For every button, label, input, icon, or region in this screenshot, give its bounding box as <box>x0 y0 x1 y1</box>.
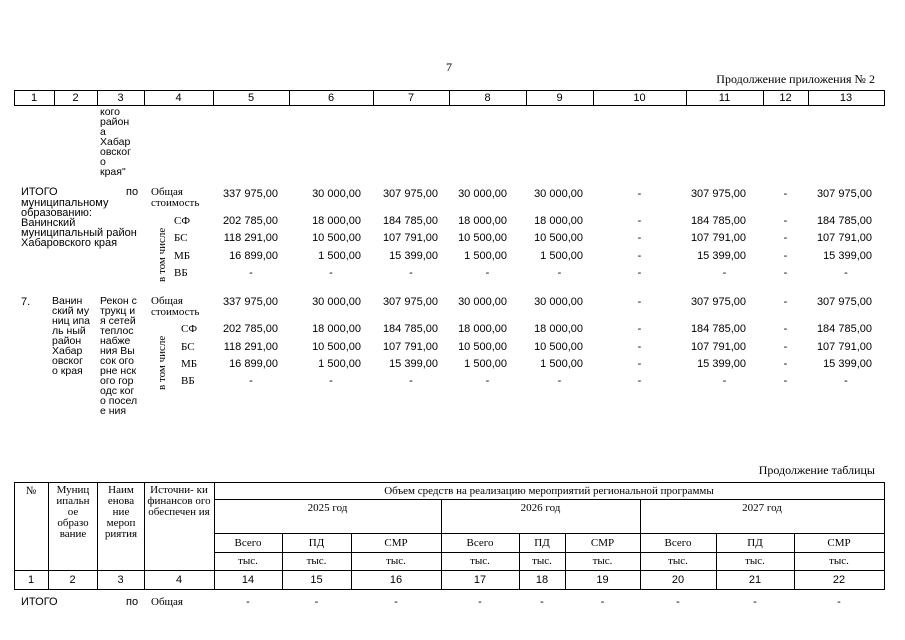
cell: - <box>844 375 848 387</box>
col-num-7: 7 <box>407 92 415 104</box>
cell: 30 000,00 <box>312 296 361 308</box>
col-num: 1 <box>27 574 35 586</box>
source-bs: БС <box>174 232 188 244</box>
col-num-5: 5 <box>247 92 255 104</box>
cell: 307 975,00 <box>816 296 872 308</box>
cell: - <box>722 375 727 387</box>
cell: 30 000,00 <box>534 296 583 308</box>
source-bs: БС <box>181 341 195 353</box>
col-num: 2 <box>69 574 76 586</box>
cell: - <box>637 323 642 335</box>
unit: тыс. <box>306 555 327 567</box>
cell: - <box>249 267 253 279</box>
cell: - <box>637 341 642 353</box>
row-number: 7. <box>21 296 31 308</box>
col-num-10: 10 <box>633 92 646 104</box>
unit: тыс. <box>470 555 490 567</box>
sub-header: ПД <box>308 537 325 549</box>
cell: 107 791,00 <box>690 232 746 244</box>
cell: 15 399,00 <box>823 250 872 262</box>
cell: 18 000,00 <box>312 323 361 335</box>
cell: 1 500,00 <box>540 358 583 370</box>
cell: 18 000,00 <box>534 323 583 335</box>
continued-event-text: кого район а Хабар овског о края" <box>100 106 131 178</box>
sub-header: СМР <box>384 537 408 549</box>
source-total-label: Общая <box>151 596 183 608</box>
cell: 307 975,00 <box>690 296 746 308</box>
cell: - <box>783 341 788 353</box>
cell: 184 785,00 <box>382 323 438 335</box>
col-num: 19 <box>596 574 609 586</box>
cell: 118 291,00 <box>223 232 278 244</box>
col-num-6: 6 <box>327 92 335 104</box>
cell: 337 975,00 <box>222 188 278 200</box>
cell: 202 785,00 <box>222 323 278 335</box>
col-num: 20 <box>671 574 685 586</box>
col-num-4: 4 <box>175 92 182 104</box>
cell: 307 975,00 <box>816 188 872 200</box>
col-num: 4 <box>175 574 183 586</box>
cell: 10 500,00 <box>534 232 583 244</box>
cell: 10 500,00 <box>312 341 361 353</box>
cell: 118 291,00 <box>223 341 278 353</box>
source-sf: СФ <box>174 215 191 227</box>
cell: 10 500,00 <box>534 341 583 353</box>
col-num-12: 12 <box>779 92 792 104</box>
unit: тыс. <box>532 555 552 567</box>
col-num: 21 <box>748 574 762 586</box>
cell: 18 000,00 <box>458 215 507 227</box>
sub-header: СМР <box>590 537 615 549</box>
cell: - <box>557 267 562 279</box>
cell: - <box>600 596 605 608</box>
col-num-3: 3 <box>117 92 124 104</box>
source-mb: МБ <box>174 250 191 262</box>
cell: - <box>844 267 848 279</box>
sub-header: Всего <box>664 537 692 549</box>
cell: - <box>637 375 642 387</box>
col-num: 18 <box>535 574 549 586</box>
sub-header: Всего <box>234 537 262 549</box>
cell: - <box>409 375 413 387</box>
cell: - <box>314 596 319 608</box>
cell: 10 500,00 <box>458 232 507 244</box>
col-num-2: 2 <box>72 92 79 104</box>
col-num-11: 11 <box>718 92 731 104</box>
cell: 30 000,00 <box>534 188 583 200</box>
cell: 15 399,00 <box>697 358 746 370</box>
cell: - <box>409 267 413 279</box>
cell: 307 975,00 <box>382 188 438 200</box>
appendix-title: Продолжение приложения № 2 <box>716 72 875 86</box>
sub-header: ПД <box>747 537 763 549</box>
cell: 184 785,00 <box>816 215 872 227</box>
cell: - <box>753 596 757 608</box>
header-event: Наим енова ние мероп риятия <box>104 484 138 540</box>
sub-header: СМР <box>827 537 851 549</box>
cell: 30 000,00 <box>312 188 361 200</box>
header-volume: Объем средств на реализацию мероприятий региональной программы <box>384 485 714 497</box>
cell: - <box>249 375 253 387</box>
cell: 15 399,00 <box>389 358 438 370</box>
row-event: Рекон струкц ия сетей теплос набже ния Высок огорне нского городс кого поселе ния <box>100 295 138 417</box>
header-year-2027: 2027 год <box>742 502 782 514</box>
cell: - <box>783 250 788 262</box>
header-year-2026: 2026 год <box>520 502 561 514</box>
cell: 18 000,00 <box>458 323 507 335</box>
in-total-label: в том числе <box>156 335 168 390</box>
cell: - <box>637 267 642 279</box>
unit: тыс. <box>386 555 406 567</box>
header-municipality: Муниц ипальн ое образо вание <box>56 484 90 540</box>
page-number: 7 <box>446 60 452 74</box>
source-vb: ВБ <box>181 375 195 387</box>
unit: тыс. <box>745 555 765 567</box>
cell: - <box>637 232 642 244</box>
cell: 1 500,00 <box>464 358 507 370</box>
unit: тыс. <box>829 555 849 567</box>
table-continued-title: Продолжение таблицы <box>758 463 875 477</box>
source-total-label: Общая стоимость <box>151 186 200 209</box>
cell: 202 785,00 <box>222 215 278 227</box>
cell: 10 500,00 <box>312 232 361 244</box>
sub-header: ПД <box>534 537 550 549</box>
cell: - <box>540 596 544 608</box>
itogo-label: ИТОГО <box>21 596 58 608</box>
cell: - <box>722 267 727 279</box>
col-num: 22 <box>832 574 846 586</box>
cell: - <box>676 596 680 608</box>
col-num: 17 <box>473 574 487 586</box>
cell: - <box>246 596 250 608</box>
cell: - <box>557 375 562 387</box>
itogo-label: ИТОГО <box>21 186 58 198</box>
cell: 307 975,00 <box>690 188 746 200</box>
cell: 30 000,00 <box>458 296 507 308</box>
cell: 184 785,00 <box>690 323 746 335</box>
cell: 15 399,00 <box>389 250 438 262</box>
cell: 184 785,00 <box>690 215 746 227</box>
cell: 107 791,00 <box>816 232 872 244</box>
cell: 16 899,00 <box>229 250 278 262</box>
cell: 337 975,00 <box>222 296 278 308</box>
cell: 16 899,00 <box>229 358 278 370</box>
cell: - <box>329 375 333 387</box>
cell: - <box>783 267 788 279</box>
cell: - <box>485 375 490 387</box>
itogo-po: по <box>126 596 139 608</box>
cell: 1 500,00 <box>318 358 361 370</box>
col-num: 16 <box>389 574 403 586</box>
col-num: 15 <box>310 574 323 586</box>
cell: 1 500,00 <box>540 250 583 262</box>
cell: - <box>783 215 788 227</box>
cell: 15 399,00 <box>823 358 872 370</box>
source-mb: МБ <box>181 358 198 370</box>
cell: 107 791,00 <box>690 341 746 353</box>
cell: - <box>637 358 642 370</box>
col-num-8: 8 <box>484 92 491 104</box>
col-num: 3 <box>117 574 124 586</box>
cell: - <box>783 375 788 387</box>
cell: - <box>485 267 490 279</box>
itogo-municipality: муниципальному образованию: Ванинский муниципальный район Хабаровского края <box>21 197 137 249</box>
cell: - <box>783 296 788 308</box>
source-sf: СФ <box>181 323 198 335</box>
cell: - <box>783 323 788 335</box>
cell: 107 791,00 <box>382 232 438 244</box>
cell: 30 000,00 <box>458 188 507 200</box>
cell: 107 791,00 <box>816 341 872 353</box>
cell: 184 785,00 <box>382 215 438 227</box>
unit: тыс. <box>668 555 688 567</box>
in-total-label: в том числе <box>156 227 168 282</box>
cell: 18 000,00 <box>534 215 583 227</box>
col-num-1: 1 <box>30 92 38 104</box>
cell: 1 500,00 <box>464 250 507 262</box>
unit: тыс. <box>592 555 613 567</box>
cell: 307 975,00 <box>382 296 438 308</box>
col-num-13: 13 <box>839 92 853 104</box>
header-year-2025: 2025 год <box>307 502 348 514</box>
cell: - <box>637 188 642 200</box>
header-no: № <box>25 485 37 497</box>
source-total-label: Общая стоимость <box>151 295 200 318</box>
cell: 15 399,00 <box>697 250 746 262</box>
row-municipality: Ванин ский муниц ипаль ный район Хабар овског о края <box>52 295 90 377</box>
cell: - <box>783 188 788 200</box>
source-vb: ВБ <box>174 267 188 279</box>
cell: - <box>637 296 642 308</box>
cell: - <box>637 215 642 227</box>
header-source: Источни- ки финансов ого обеспечен ия <box>147 484 211 518</box>
unit: тыс. <box>238 555 258 567</box>
col-num: 14 <box>241 574 255 586</box>
cell: - <box>329 267 333 279</box>
cell: 1 500,00 <box>318 250 361 262</box>
cell: - <box>478 596 482 608</box>
cell: 107 791,00 <box>382 341 438 353</box>
cell: 184 785,00 <box>816 323 872 335</box>
col-num-9: 9 <box>556 92 563 104</box>
cell: 10 500,00 <box>458 341 507 353</box>
cell: - <box>783 232 788 244</box>
itogo-po: по <box>126 186 139 198</box>
cell: - <box>837 596 841 608</box>
cell: 18 000,00 <box>312 215 361 227</box>
sub-header: Всего <box>466 537 494 549</box>
cell: - <box>394 596 398 608</box>
cell: - <box>637 250 642 262</box>
cell: - <box>783 358 788 370</box>
